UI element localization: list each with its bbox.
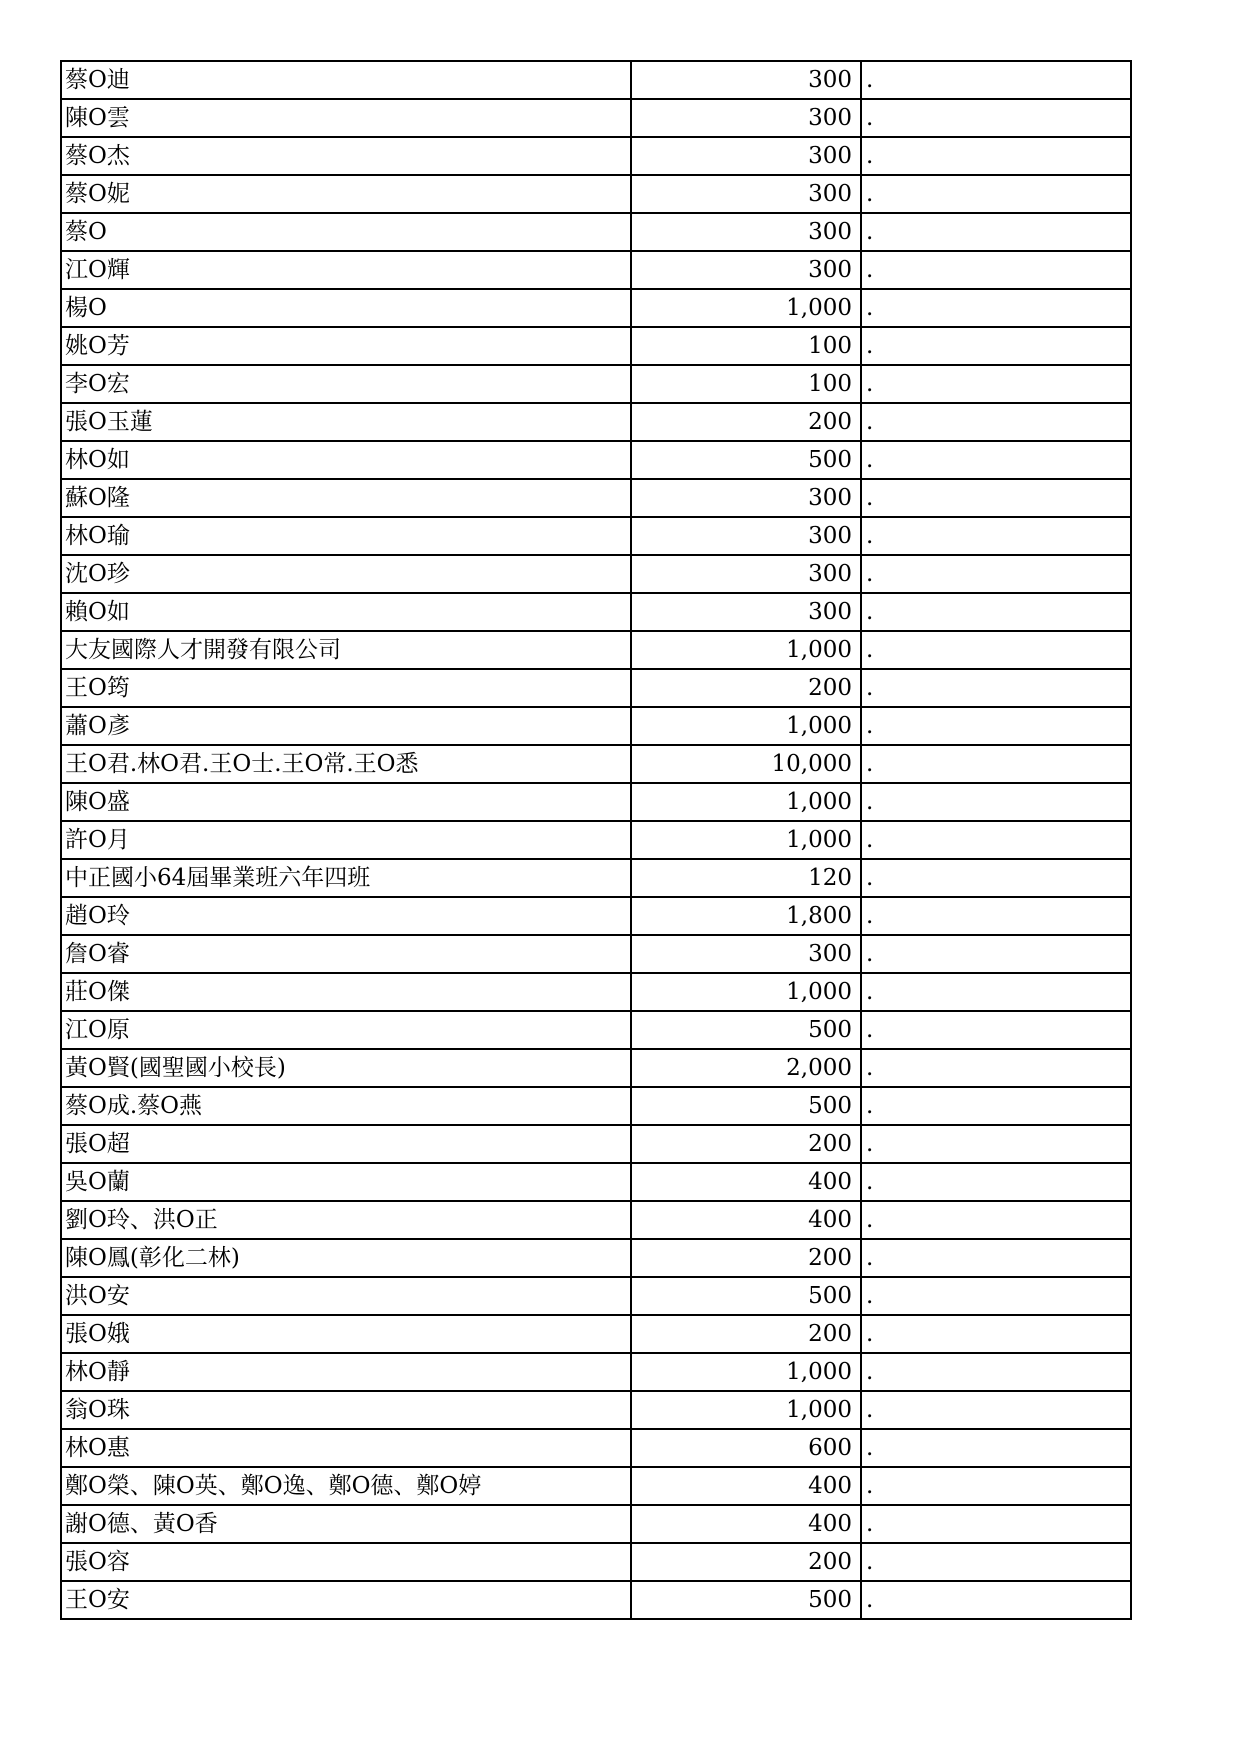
donation-amount-cell: 500: [631, 1011, 861, 1049]
note-cell: .: [861, 479, 1131, 517]
donation-amount-cell: 1,000: [631, 973, 861, 1011]
donor-name-cell: 蕭O彥: [61, 707, 631, 745]
donor-name-cell: 洪O安: [61, 1277, 631, 1315]
donor-name-cell: 江O輝: [61, 251, 631, 289]
donation-amount-cell: 1,000: [631, 707, 861, 745]
donor-name-cell: 許O月: [61, 821, 631, 859]
note-cell: .: [861, 1011, 1131, 1049]
donation-amount-cell: 10,000: [631, 745, 861, 783]
donation-amount-cell: 300: [631, 479, 861, 517]
donation-amount-cell: 300: [631, 213, 861, 251]
donor-name-cell: 沈O珍: [61, 555, 631, 593]
donation-amount-cell: 400: [631, 1201, 861, 1239]
donation-amount-cell: 200: [631, 1315, 861, 1353]
table-row: [61, 745, 1131, 783]
donor-name-cell: 王O筠: [61, 669, 631, 707]
note-cell: .: [861, 973, 1131, 1011]
note-cell: .: [861, 1505, 1131, 1543]
note-cell: .: [861, 593, 1131, 631]
note-cell: .: [861, 1277, 1131, 1315]
table-row: [61, 1353, 1131, 1391]
note-cell: .: [861, 935, 1131, 973]
donor-name-cell: 張O娥: [61, 1315, 631, 1353]
table-row: [61, 289, 1131, 327]
note-cell: .: [861, 213, 1131, 251]
donation-amount-cell: 200: [631, 1543, 861, 1581]
donor-name-cell: 李O宏: [61, 365, 631, 403]
table-row: [61, 251, 1131, 289]
table-row: [61, 175, 1131, 213]
donor-name-cell: 王O君.林O君.王O士.王O常.王O悉: [61, 745, 631, 783]
table-row: [61, 403, 1131, 441]
donor-name-cell: 賴O如: [61, 593, 631, 631]
donor-name-cell: 張O玉蓮: [61, 403, 631, 441]
table-row: [61, 1429, 1131, 1467]
donation-amount-cell: 600: [631, 1429, 861, 1467]
donation-amount-cell: 400: [631, 1163, 861, 1201]
note-cell: .: [861, 631, 1131, 669]
table-row: [61, 1087, 1131, 1125]
donation-amount-cell: 300: [631, 555, 861, 593]
donor-name-cell: 詹O睿: [61, 935, 631, 973]
note-cell: .: [861, 555, 1131, 593]
donation-amount-cell: 1,000: [631, 783, 861, 821]
note-cell: .: [861, 745, 1131, 783]
table-row: [61, 1277, 1131, 1315]
donation-amount-cell: 200: [631, 403, 861, 441]
note-cell: .: [861, 783, 1131, 821]
note-cell: .: [861, 1125, 1131, 1163]
table-row: [61, 1049, 1131, 1087]
table-row: [61, 821, 1131, 859]
donor-name-cell: 劉O玲、洪O正: [61, 1201, 631, 1239]
donation-amount-cell: 200: [631, 669, 861, 707]
donation-rows: [61, 61, 1131, 1619]
donor-name-cell: 陳O雲: [61, 99, 631, 137]
donor-name-cell: 張O超: [61, 1125, 631, 1163]
donor-name-cell: 林O如: [61, 441, 631, 479]
note-cell: .: [861, 1201, 1131, 1239]
donor-name-cell: 蔡O迪: [61, 61, 631, 99]
donor-name-cell: 姚O芳: [61, 327, 631, 365]
donation-amount-cell: 200: [631, 1125, 861, 1163]
note-cell: .: [861, 1087, 1131, 1125]
table-row: [61, 1581, 1131, 1619]
donation-amount-cell: 100: [631, 365, 861, 403]
donor-name-cell: 林O惠: [61, 1429, 631, 1467]
table-row: [61, 1163, 1131, 1201]
donor-name-cell: 蔡O妮: [61, 175, 631, 213]
table-row: [61, 99, 1131, 137]
note-cell: .: [861, 821, 1131, 859]
note-cell: .: [861, 1315, 1131, 1353]
donor-name-cell: 陳O鳳(彰化二林): [61, 1239, 631, 1277]
donor-name-cell: 張O容: [61, 1543, 631, 1581]
donation-amount-cell: 1,000: [631, 289, 861, 327]
table-row: [61, 783, 1131, 821]
note-cell: .: [861, 289, 1131, 327]
note-cell: .: [861, 61, 1131, 99]
donor-name-cell: 吳O蘭: [61, 1163, 631, 1201]
table-row: [61, 1505, 1131, 1543]
table-row: [61, 1543, 1131, 1581]
donation-amount-cell: 1,000: [631, 821, 861, 859]
donor-name-cell: 莊O傑: [61, 973, 631, 1011]
donor-name-cell: 林O瑜: [61, 517, 631, 555]
donation-amount-cell: 400: [631, 1505, 861, 1543]
table-row: [61, 935, 1131, 973]
table-row: [61, 1125, 1131, 1163]
note-cell: .: [861, 1391, 1131, 1429]
donor-name-cell: 鄭O榮、陳O英、鄭O逸、鄭O德、鄭O婷: [61, 1467, 631, 1505]
donation-amount-cell: 1,000: [631, 631, 861, 669]
donation-amount-cell: 300: [631, 61, 861, 99]
donation-amount-cell: 300: [631, 593, 861, 631]
table-row: [61, 1315, 1131, 1353]
donation-amount-cell: 500: [631, 1087, 861, 1125]
note-cell: .: [861, 1543, 1131, 1581]
note-cell: .: [861, 707, 1131, 745]
table-row: [61, 555, 1131, 593]
donor-name-cell: 蔡O: [61, 213, 631, 251]
note-cell: .: [861, 897, 1131, 935]
note-cell: .: [861, 1239, 1131, 1277]
donation-amount-cell: 400: [631, 1467, 861, 1505]
donor-name-cell: 大友國際人才開發有限公司: [61, 631, 631, 669]
table-row: [61, 137, 1131, 175]
note-cell: .: [861, 1581, 1131, 1619]
donor-name-cell: 陳O盛: [61, 783, 631, 821]
table-row: [61, 365, 1131, 403]
table-row: [61, 327, 1131, 365]
table-row: [61, 1467, 1131, 1505]
donor-name-cell: 中正國小64屆畢業班六年四班: [61, 859, 631, 897]
table-row: [61, 1391, 1131, 1429]
donation-amount-cell: 120: [631, 859, 861, 897]
donor-name-cell: 蔡O成.蔡O燕: [61, 1087, 631, 1125]
note-cell: .: [861, 859, 1131, 897]
donor-name-cell: 翁O珠: [61, 1391, 631, 1429]
donor-name-cell: 林O靜: [61, 1353, 631, 1391]
table-row: [61, 1239, 1131, 1277]
donation-amount-cell: 1,000: [631, 1353, 861, 1391]
note-cell: .: [861, 365, 1131, 403]
donor-name-cell: 蘇O隆: [61, 479, 631, 517]
donation-amount-cell: 200: [631, 1239, 861, 1277]
note-cell: .: [861, 1467, 1131, 1505]
note-cell: .: [861, 251, 1131, 289]
donor-name-cell: 江O原: [61, 1011, 631, 1049]
note-cell: .: [861, 403, 1131, 441]
donation-amount-cell: 500: [631, 441, 861, 479]
donation-amount-cell: 2,000: [631, 1049, 861, 1087]
table-row: [61, 593, 1131, 631]
donation-amount-cell: 1,800: [631, 897, 861, 935]
note-cell: .: [861, 1429, 1131, 1467]
table-row: [61, 441, 1131, 479]
donation-table: [60, 60, 1132, 1620]
note-cell: .: [861, 327, 1131, 365]
note-cell: .: [861, 1049, 1131, 1087]
donation-amount-cell: 300: [631, 137, 861, 175]
donation-amount-cell: 300: [631, 935, 861, 973]
donation-amount-cell: 100: [631, 327, 861, 365]
note-cell: .: [861, 137, 1131, 175]
note-cell: .: [861, 1163, 1131, 1201]
donation-amount-cell: 300: [631, 251, 861, 289]
donor-name-cell: 蔡O杰: [61, 137, 631, 175]
table-row: [61, 517, 1131, 555]
note-cell: .: [861, 517, 1131, 555]
donation-amount-cell: 500: [631, 1277, 861, 1315]
table-row: [61, 61, 1131, 99]
donation-amount-cell: 300: [631, 517, 861, 555]
donor-name-cell: 王O安: [61, 1581, 631, 1619]
table-row: [61, 897, 1131, 935]
donation-amount-cell: 300: [631, 175, 861, 213]
table-row: [61, 707, 1131, 745]
donor-name-cell: 楊O: [61, 289, 631, 327]
donation-amount-cell: 300: [631, 99, 861, 137]
table-row: [61, 669, 1131, 707]
note-cell: .: [861, 99, 1131, 137]
table-row: [61, 479, 1131, 517]
donation-amount-cell: 500: [631, 1581, 861, 1619]
table-row: [61, 1011, 1131, 1049]
donor-name-cell: 趙O玲: [61, 897, 631, 935]
note-cell: .: [861, 1353, 1131, 1391]
donation-amount-cell: 1,000: [631, 1391, 861, 1429]
note-cell: .: [861, 441, 1131, 479]
table-row: [61, 859, 1131, 897]
donor-name-cell: 謝O德、黃O香: [61, 1505, 631, 1543]
note-cell: .: [861, 175, 1131, 213]
table-row: [61, 631, 1131, 669]
donor-name-cell: 黃O賢(國聖國小校長): [61, 1049, 631, 1087]
note-cell: .: [861, 669, 1131, 707]
table-row: [61, 1201, 1131, 1239]
table-row: [61, 213, 1131, 251]
table-row: [61, 973, 1131, 1011]
